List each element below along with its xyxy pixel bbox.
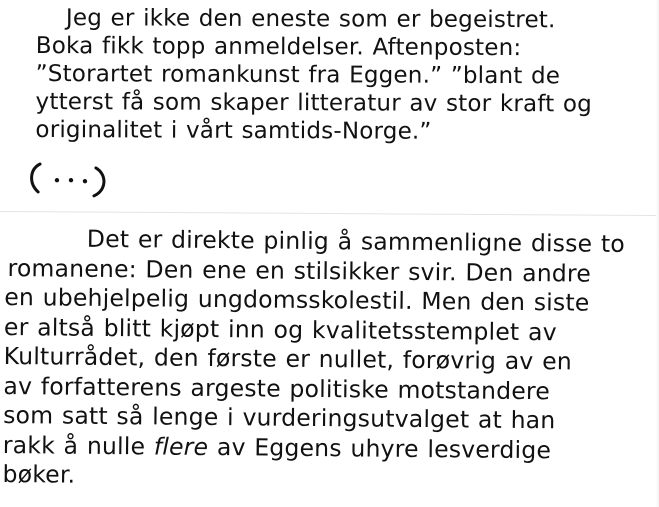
text-line: ”Storartet romankunst fra Eggen.” ”blant de (35, 60, 561, 90)
text-line: Jeg er ikke den eneste som er begeistret. (65, 5, 556, 34)
text-line: ytterst få som skaper litteratur av stor kraft og (35, 88, 593, 118)
text-line: Boka fikk topp anmeldelser. Aftenposten: (35, 32, 522, 62)
quote-paragraph (35, 4, 592, 146)
text-line: Det er direkte pinlig å sammenligne disse to (86, 224, 626, 258)
text-line: romanene: Den ene en stilsikker svir. Den andre (7, 253, 592, 288)
commentary-paragraph (2, 224, 625, 495)
text-segment: av Eggens uhyre lesverdige (208, 432, 552, 464)
text-line: originalitet i vårt samtids-Norge.” (35, 116, 432, 145)
text-line-with-emphasis (3, 430, 623, 465)
text-line: en ubehjelpelig ungdomsskolestil. Men den siste (4, 282, 590, 317)
handwritten-ellipsis-mark (26, 157, 111, 203)
text-segment: rakk å nulle (2, 430, 155, 460)
emphasized-word: flere (153, 431, 209, 461)
text-line: er altså blitt kjøpt inn og kvalitetsstemplet av (3, 312, 557, 346)
text-line: bøker. (2, 459, 76, 489)
text-line: som satt så lenge i vurderingsutvalget at han (3, 400, 556, 435)
paper-cut-line (0, 211, 659, 216)
text-line: Kulturrådet, den første er nullet, forøvrig av en (3, 341, 573, 376)
text-line: av forfatterens argeste politiske motstandere (3, 371, 551, 405)
